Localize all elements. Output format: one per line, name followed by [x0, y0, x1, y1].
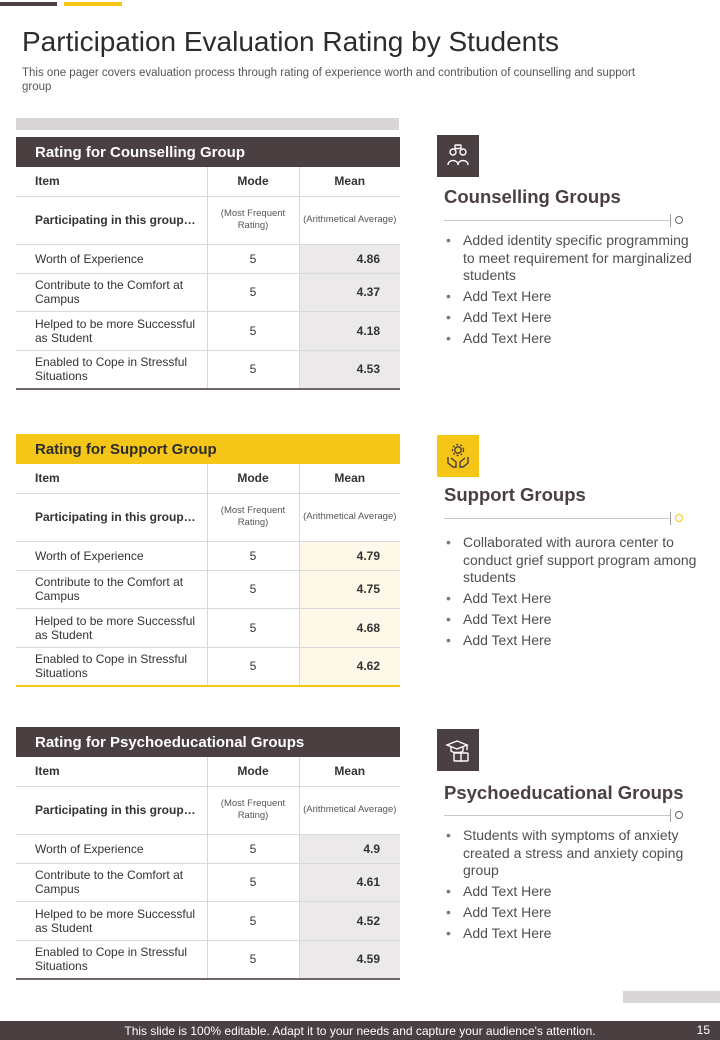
column-header-item: Item: [16, 757, 207, 786]
table-header-row: [16, 167, 400, 196]
table-title: Rating for Counselling Group: [16, 137, 400, 167]
section-title: Psychoeducational Groups: [444, 782, 684, 803]
footer-text: This slide is 100% editable. Adapt it to your needs and capture your audience's attention.: [124, 1024, 596, 1038]
row-item: Contribute to the Comfort at Campus: [16, 863, 207, 902]
psychoeducational-rating-table: [16, 727, 400, 980]
section-divider: [444, 518, 670, 519]
subheader-mode: (Most Frequent Rating): [207, 493, 299, 541]
row-mean: 4.62: [299, 647, 400, 686]
column-header-mean: Mean: [299, 757, 400, 786]
divider-dot: [675, 811, 683, 819]
subheader-mode: (Most Frequent Rating): [207, 196, 299, 244]
row-item: Enabled to Cope in Stressful Situations: [16, 940, 207, 979]
list-item: • Add Text Here: [444, 925, 700, 943]
list-item: • Students with symptoms of anxiety created a stress and anxiety coping group: [444, 827, 700, 880]
column-header-item: Item: [16, 167, 207, 196]
divider-dot: [675, 514, 683, 522]
decorative-strip: [16, 118, 399, 130]
row-mean: 4.9: [299, 834, 400, 863]
table-title: Rating for Psychoeducational Groups: [16, 727, 400, 757]
section-title: Counselling Groups: [444, 186, 621, 207]
subheader-item: Participating in this group…: [16, 493, 207, 541]
footer: [0, 1021, 720, 1040]
counselling-rating-table: [16, 137, 400, 390]
table-row: [16, 902, 400, 941]
row-mode: 5: [207, 609, 299, 648]
hands-support-icon: [437, 435, 479, 477]
row-mode: 5: [207, 244, 299, 273]
list-item: • Collaborated with aurora center to conduct grief support program among students: [444, 534, 700, 587]
row-mode: 5: [207, 834, 299, 863]
subheader-mean: (Arithmetical Average): [299, 196, 400, 244]
row-mode: 5: [207, 940, 299, 979]
table-subheader-row: [16, 196, 400, 244]
subheader-item: Participating in this group…: [16, 786, 207, 834]
section-title: Support Groups: [444, 484, 586, 505]
column-header-item: Item: [16, 464, 207, 493]
row-mean: 4.18: [299, 312, 400, 351]
subheader-item: Participating in this group…: [16, 196, 207, 244]
row-item: Helped to be more Successful as Student: [16, 609, 207, 648]
row-mode: 5: [207, 312, 299, 351]
table-row: [16, 609, 400, 648]
table-header-row: [16, 757, 400, 786]
list-item: • Add Text Here: [444, 590, 700, 608]
page-title: Participation Evaluation Rating by Students: [22, 26, 559, 57]
row-item: Worth of Experience: [16, 541, 207, 570]
row-item: Helped to be more Successful as Student: [16, 312, 207, 351]
list-item: • Add Text Here: [444, 611, 700, 629]
row-mode: 5: [207, 570, 299, 609]
divider-tick: [670, 512, 671, 525]
table-title: Rating for Support Group: [16, 434, 400, 464]
subheader-mean: (Arithmetical Average): [299, 786, 400, 834]
row-mean: 4.79: [299, 541, 400, 570]
page-number: 15: [696, 1023, 710, 1037]
table-subheader-row: [16, 786, 400, 834]
divider-dot: [675, 216, 683, 224]
row-mean: 4.68: [299, 609, 400, 648]
row-item: Worth of Experience: [16, 834, 207, 863]
page-subtitle: This one pager covers evaluation process through rating of experience worth and contribution of counselling and support group: [22, 67, 636, 93]
column-header-mean: Mean: [299, 464, 400, 493]
row-mean: 4.52: [299, 902, 400, 941]
row-mean: 4.86: [299, 244, 400, 273]
section-bullet-list: [444, 827, 700, 946]
row-item: Contribute to the Comfort at Campus: [16, 273, 207, 312]
table-row: [16, 863, 400, 902]
list-item: • Added identity specific programming to meet requirement for marginalized students: [444, 232, 700, 285]
column-header-mode: Mode: [207, 757, 299, 786]
graduation-book-icon: [437, 729, 479, 771]
section-bullet-list: [444, 232, 700, 351]
support-rating-table: [16, 434, 400, 687]
table-row: [16, 312, 400, 351]
top-accent-bar-yellow: [64, 2, 122, 6]
divider-tick: [670, 214, 671, 227]
row-mean: 4.59: [299, 940, 400, 979]
subheader-mode: (Most Frequent Rating): [207, 786, 299, 834]
section-bullet-list: [444, 534, 700, 653]
row-mode: 5: [207, 863, 299, 902]
counselling-people-icon: [437, 135, 479, 177]
divider-tick: [670, 809, 671, 822]
row-mode: 5: [207, 350, 299, 389]
column-header-mode: Mode: [207, 167, 299, 196]
table-row: [16, 244, 400, 273]
row-mode: 5: [207, 647, 299, 686]
row-mode: 5: [207, 541, 299, 570]
row-item: Worth of Experience: [16, 244, 207, 273]
decorative-strip-bottom: [623, 991, 720, 1003]
table-row: [16, 940, 400, 979]
section-divider: [444, 815, 670, 816]
list-item: • Add Text Here: [444, 288, 700, 306]
table-row: [16, 570, 400, 609]
column-header-mode: Mode: [207, 464, 299, 493]
row-mean: 4.61: [299, 863, 400, 902]
row-item: Enabled to Cope in Stressful Situations: [16, 350, 207, 389]
section-divider: [444, 220, 670, 221]
list-item: • Add Text Here: [444, 904, 700, 922]
list-item: • Add Text Here: [444, 632, 700, 650]
row-mode: 5: [207, 902, 299, 941]
table-row: [16, 273, 400, 312]
list-item: • Add Text Here: [444, 330, 700, 348]
row-mean: 4.75: [299, 570, 400, 609]
table-row: [16, 541, 400, 570]
subheader-mean: (Arithmetical Average): [299, 493, 400, 541]
row-mean: 4.53: [299, 350, 400, 389]
row-mean: 4.37: [299, 273, 400, 312]
row-item: Helped to be more Successful as Student: [16, 902, 207, 941]
table-row: [16, 647, 400, 686]
top-accent-bar-dark: [0, 2, 57, 6]
table-row: [16, 834, 400, 863]
table-row: [16, 350, 400, 389]
table-header-row: [16, 464, 400, 493]
row-item: Contribute to the Comfort at Campus: [16, 570, 207, 609]
list-item: • Add Text Here: [444, 883, 700, 901]
column-header-mean: Mean: [299, 167, 400, 196]
row-item: Enabled to Cope in Stressful Situations: [16, 647, 207, 686]
list-item: • Add Text Here: [444, 309, 700, 327]
row-mode: 5: [207, 273, 299, 312]
table-subheader-row: [16, 493, 400, 541]
